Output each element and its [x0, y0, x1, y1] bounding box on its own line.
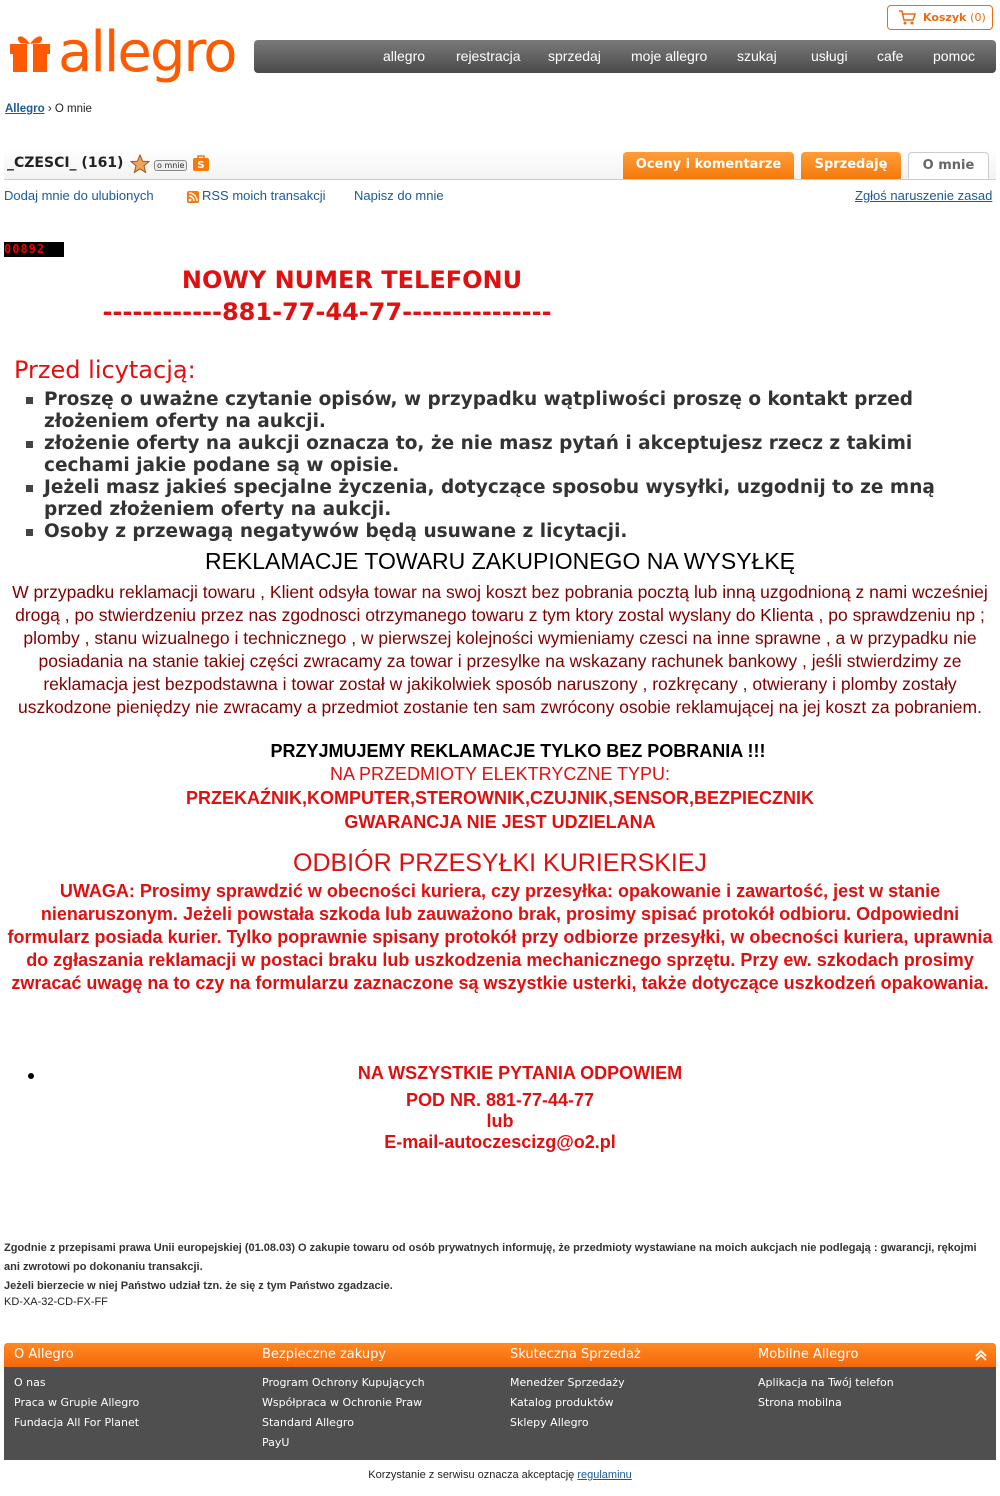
list-item: Jeżeli masz jakieś specjalne życzenia, dotyczące sposobu wysyłki, uzgodnij to ze mną przed złożeniem oferty na aukcji. [0, 477, 1000, 521]
report-violation-link[interactable]: Zgłoś naruszenie zasad [855, 188, 993, 203]
footer-col-title: Bezpieczne zakupy [262, 1347, 387, 1362]
gift-icon [8, 30, 52, 72]
rules-list [0, 389, 1000, 543]
footer-link[interactable]: Katalog produktów [510, 1396, 614, 1409]
footer-link[interactable]: Sklepy Allegro [510, 1416, 589, 1429]
returns-note: PRZYJMUJEMY REKLAMACJE TYLKO BEZ POBRANIA !!! [270, 741, 766, 761]
nav-szukaj[interactable]: szukaj [737, 48, 777, 64]
nav-cafe[interactable]: cafe [877, 48, 904, 64]
footer-link[interactable]: Aplikacja na Twój telefon [758, 1376, 894, 1389]
cart-icon [898, 10, 916, 25]
nav-rejestracja[interactable]: rejestracja [456, 48, 521, 64]
breadcrumb-separator: › [47, 103, 52, 115]
write-to-me-link[interactable]: Napisz do mnie [354, 188, 444, 203]
seller-name[interactable]: _CZESCI_ (161) [7, 155, 124, 171]
user-bar [4, 148, 996, 180]
footer-link[interactable]: Fundacja All For Planet [14, 1416, 140, 1429]
contact-phone: POD NR. 881-77-44-77 [405, 1090, 595, 1110]
footer-link[interactable]: Menedżer Sprzedaży [510, 1376, 625, 1389]
phone-number: ------------881-77-44-77--------------- [102, 298, 552, 326]
footer-link[interactable]: Praca w Grupie Allegro [14, 1396, 140, 1409]
main-nav [254, 40, 996, 73]
electric-note-2: PRZEKAŹNIK,KOMPUTER,STEROWNIK,CZUJNIK,SENSOR,BEZPIECZNIK [185, 788, 815, 808]
terms-prefix: Korzystanie z serwisu oznacza akceptację [368, 1469, 575, 1481]
allegro-logo[interactable] [8, 20, 238, 90]
footer-col-title: O Allegro [14, 1347, 74, 1362]
nav-uslugi[interactable]: usługi [811, 48, 848, 64]
nav-pomoc[interactable]: pomoc [933, 48, 976, 64]
cart-label: Koszyk [923, 11, 967, 24]
before-bidding-title: Przed licytacją: [14, 356, 196, 384]
contact-title: NA WSZYSTKIE PYTANIA ODPOWIEM [357, 1063, 683, 1083]
footer-link[interactable]: O nas [14, 1376, 46, 1389]
nav-allegro[interactable]: allegro [383, 48, 426, 64]
footer-link[interactable]: Program Ochrony Kupujących [262, 1376, 425, 1389]
breadcrumb-current: O mnie [54, 103, 92, 115]
list-item: Proszę o uważne czytanie opisów, w przypadku wątpliwości proszę o kontakt przed złożeniem oferty na aukcji. [0, 389, 1000, 433]
terms-notice [0, 1469, 1000, 1481]
add-to-favorites-link[interactable]: Dodaj mnie do ulubionych [4, 188, 154, 203]
collapse-up-icon[interactable] [974, 1349, 988, 1361]
courier-body: UWAGA: Prosimy sprawdzić w obecności kuriera, czy przesyłka: opakowanie i zawartość, jest w stanie nienaruszonym. Jeżeli powstała szkoda lub zauważono brak, prosimy spisać protokół odbioru. Odpowiedni formularz posiada kurier. Tylko poprawnie spisany protokół przy odbiorze przesyłki, w obecności kuriera, uprawnia do zgłaszania reklamacji w postaci braku lub uszkodzenia mechanicznego sprzętu. Przy ew. szkodach prosimy zwracać uwagę na to czy na formularzu zaznaczone są wszystkie usterki, także dotyczące uszkodzeń opakowania. [7, 881, 993, 993]
list-item: Osoby z przewagą negatywów będą usuwane z licytacji. [0, 521, 1000, 543]
electric-note-3: GWARANCJA NIE JEST UDZIELANA [344, 812, 656, 832]
terms-link[interactable]: regulaminu [577, 1469, 632, 1481]
nav-moje-allegro[interactable]: moje allegro [631, 48, 708, 64]
tab-selling[interactable]: Sprzedaję [801, 152, 901, 179]
offer-code: KD-XA-32-CD-FX-FF [4, 1296, 108, 1308]
cart-count: (0) [970, 11, 986, 24]
footer-link[interactable]: Standard Allegro [262, 1416, 354, 1429]
rss-link[interactable]: RSS moich transakcji [202, 188, 326, 203]
contact-email[interactable]: E-mail-autoczescizg@o2.pl [384, 1132, 616, 1152]
nav-sprzedaj[interactable]: sprzedaj [548, 48, 601, 64]
logo-text: allegro [58, 20, 236, 85]
footer-link[interactable]: Współpraca w Ochronie Praw [262, 1396, 423, 1409]
footer-link[interactable]: PayU [262, 1436, 290, 1449]
visit-counter: 00892 [4, 242, 64, 257]
footer-col-title: Skuteczna Sprzedaż [510, 1347, 641, 1362]
returns-body: W przypadku reklamacji towaru , Klient odsyła towar na swoj koszt bez pobrania pocztą lub inną uzgodnioną z nami wcześniej drogą , po stwierdzeniu przez nas zgodnosci otrzymanego towaru z tym ktory zostal wyslany do Klienta , po sprawdzeniu np ; plomby , stanu wizualnego i technicznego , w pierwszej kolejności wymieniamy czesci na inne sprawne , a w przypadku nie posiadania na stanie takiej części zwracamy za towar i przesylke na wskazany rachunek bankowy , jeśli stwierdzimy ze reklamacja jest bezpodstawna i towar został w jakikolwiek sposób naruszony , rozkręcany , otwierany i plomby zostały uszkodzone pieniędzy nie zwracamy a przedmiot zostanie ten sam zwrócony osobie reklamującej na jej koszt za pobraniem. [12, 582, 988, 717]
phone-title: NOWY NUMER TELEFONU [181, 266, 523, 294]
tab-about-me[interactable]: O mnie [908, 152, 989, 179]
legal-text-1: Zgodnie z przepisami prawa Unii europejskiej (01.08.03) O zakupie towaru od osób prywatnych informuję, że przedmioty wystawiane na moich aukcjach nie podlegają : gwarancji, rękojmi ani zwrotowi po dokonaniu transakcji. [4, 1242, 977, 1273]
breadcrumb-root[interactable]: Allegro [5, 103, 45, 115]
courier-title: ODBIÓR PRZESYŁKI KURIERSKIEJ [293, 849, 707, 877]
about-me-badge[interactable]: o mnie [154, 160, 187, 171]
rss-icon [187, 191, 199, 203]
shop-icon[interactable] [192, 154, 210, 172]
list-item: złożenie oferty na aukcji oznacza to, że nie masz pytań i akceptujesz rzecz z takimi cechami jakie podane są w opisie. [0, 433, 1000, 477]
returns-title: REKLAMACJE TOWARU ZAKUPIONEGO NA WYSYŁKĘ [204, 548, 796, 574]
legal-text-2: Jeżeli bierzecie w niej Państwo udział tzn. że się z tym Państwo zgadzacie. [4, 1280, 393, 1292]
breadcrumb [5, 103, 92, 115]
legal-notice [4, 1239, 984, 1296]
star-icon [130, 154, 150, 174]
cart-button[interactable] [887, 5, 993, 30]
footer-link[interactable]: Strona mobilna [758, 1396, 842, 1409]
footer [4, 1343, 996, 1460]
footer-col-title: Mobilne Allegro [758, 1347, 859, 1362]
svg-text:S: S [197, 160, 205, 171]
contact-or: lub [486, 1111, 514, 1131]
tab-ratings[interactable]: Oceny i komentarze [623, 152, 794, 179]
electric-note-1: NA PRZEDMIOTY ELEKTRYCZNE TYPU: [329, 764, 671, 784]
